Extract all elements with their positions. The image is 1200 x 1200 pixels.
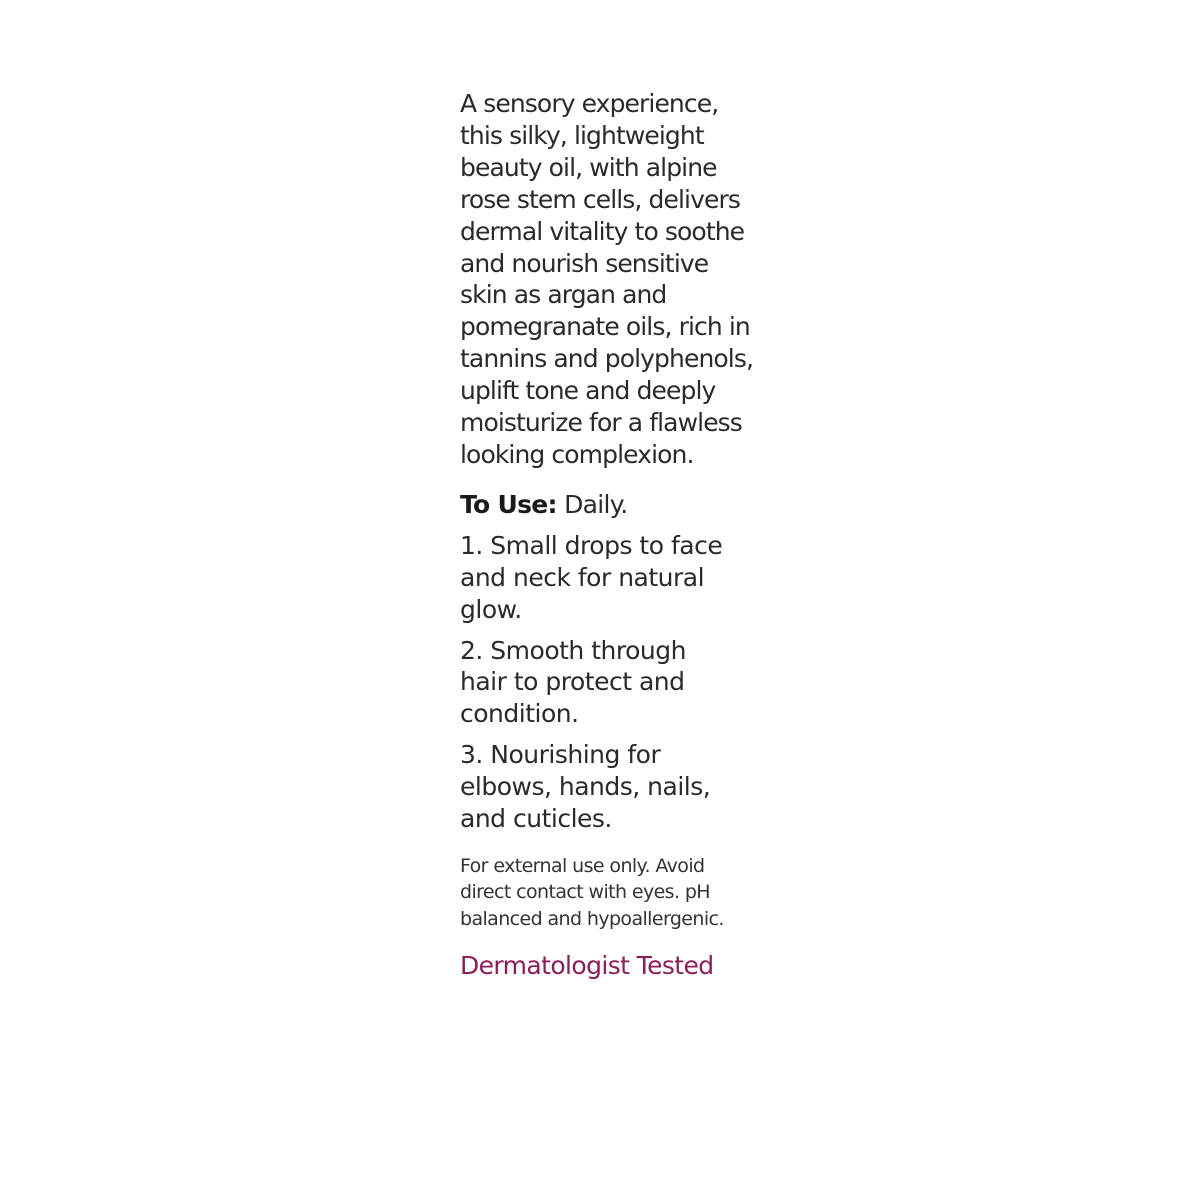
- description-line: and nourish sensitive: [460, 248, 709, 278]
- usage-label: To Use:: [460, 489, 557, 519]
- usage-frequency: Daily.: [564, 489, 628, 519]
- step-line: and cuticles.: [460, 804, 612, 834]
- description-line: this silky, lightweight: [460, 120, 704, 150]
- step-line: elbows, hands, nails,: [460, 772, 711, 802]
- description-line: rose stem cells, delivers: [460, 184, 740, 214]
- usage-heading: [460, 489, 760, 521]
- safety-warning: [460, 853, 760, 932]
- description-line: dermal vitality to soothe: [460, 216, 745, 246]
- step-line: 2. Smooth through: [460, 635, 686, 665]
- step-line: condition.: [460, 699, 579, 729]
- step-line: hair to protect and: [460, 667, 685, 697]
- description-line: tannins and polyphenols,: [460, 344, 754, 374]
- step-line: 3. Nourishing for: [460, 740, 661, 770]
- usage-step-3: [460, 739, 760, 835]
- step-line: and neck for natural: [460, 562, 705, 592]
- warning-line: For external use only. Avoid: [460, 854, 705, 877]
- step-line: glow.: [460, 594, 522, 624]
- dermatologist-tested-badge: Dermatologist Tested: [460, 950, 714, 980]
- step-line: 1. Small drops to face: [460, 530, 723, 560]
- product-description: [460, 88, 760, 471]
- warning-line: balanced and hypoallergenic.: [460, 907, 724, 930]
- description-line: beauty oil, with alpine: [460, 152, 717, 182]
- usage-step-1: [460, 530, 760, 626]
- description-line: A sensory experience,: [460, 89, 719, 118]
- description-line: uplift tone and deeply: [460, 376, 716, 406]
- warning-line: direct contact with eyes. pH: [460, 881, 710, 904]
- description-line: looking complexion.: [460, 439, 694, 469]
- product-info-panel: [460, 88, 760, 981]
- description-line: moisturize for a flawless: [460, 408, 742, 438]
- description-line: pomegranate oils, rich in: [460, 312, 750, 342]
- description-line: skin as argan and: [460, 280, 667, 310]
- usage-step-2: [460, 635, 760, 731]
